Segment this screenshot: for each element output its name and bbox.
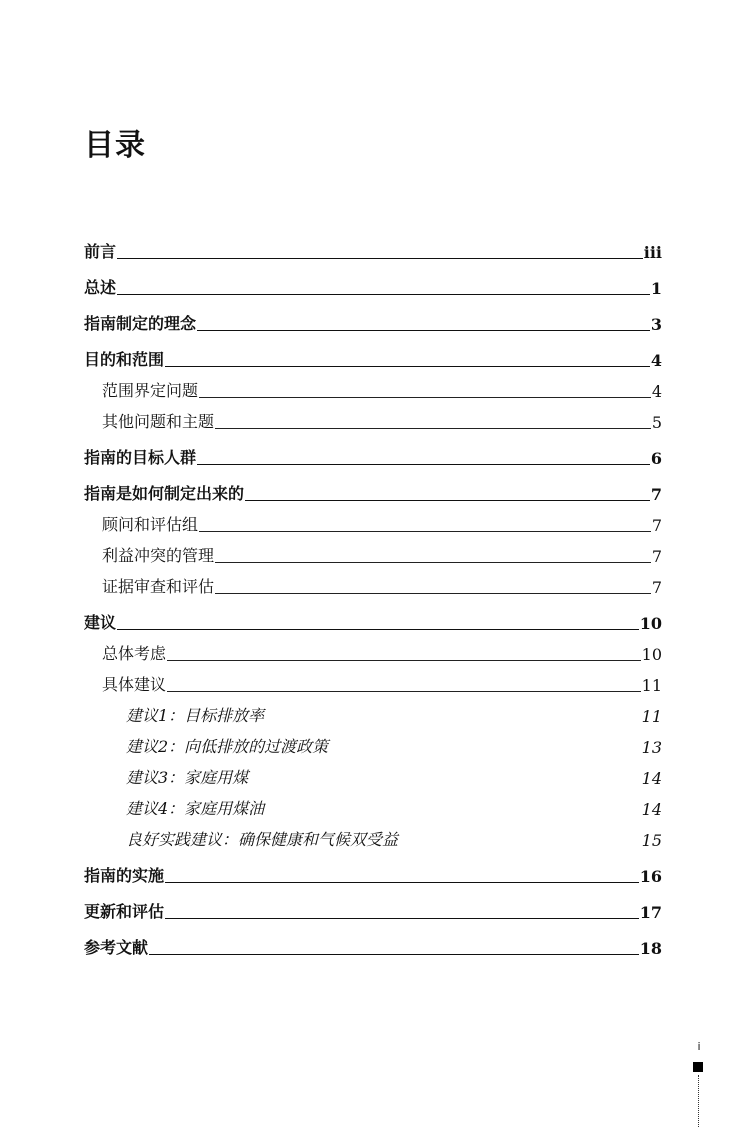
toc-leader-line [167,691,641,692]
toc-leader-line [149,954,639,955]
toc-entry-page-number: iii [643,243,662,262]
toc-entry-label: 指南制定的理念 [84,314,197,333]
toc-entry-label: 目的和范围 [84,350,165,369]
toc-entry-page-number: 4 [650,351,662,370]
footer-dotted-line [698,1075,699,1127]
toc-entry-page-number: 10 [641,645,662,664]
toc-leader-line [165,882,639,883]
toc-entry[interactable] [84,894,662,925]
toc-entry-page-number: 13 [641,738,662,757]
toc-leader-line [199,531,651,532]
toc-entry-page-number: 6 [650,449,662,468]
toc-entry-label: 建议4：家庭用煤油 [126,799,265,818]
footer-square-marker [693,1062,703,1072]
toc-entry-label: 利益冲突的管理 [102,546,215,565]
toc-entry[interactable] [84,569,662,600]
toc-entry[interactable] [84,373,662,404]
toc-leader-line [215,562,651,563]
toc-entry-label: 指南是如何制定出来的 [84,484,245,503]
toc-entry[interactable] [84,930,662,961]
toc-entry-label: 指南的实施 [84,866,165,885]
toc-leader-line [165,366,650,367]
toc-entry[interactable] [84,306,662,337]
toc-entry-label: 证据审查和评估 [102,577,215,596]
toc-entry[interactable] [84,636,662,667]
page-footer [690,1040,706,1127]
toc-entry-label: 指南的目标人群 [84,448,197,467]
toc-entry[interactable] [84,270,662,301]
toc-entry[interactable] [84,404,662,435]
toc-entry-label: 更新和评估 [84,902,165,921]
toc-leader-line [167,660,641,661]
page-title: 目录 [84,128,146,163]
toc-entry-label: 其他问题和主题 [102,412,215,431]
toc-entry[interactable] [84,507,662,538]
toc-leader-line [117,629,639,630]
toc-leader-line [197,330,650,331]
toc-entry-page-number: 17 [639,903,662,922]
toc-entry[interactable] [84,440,662,471]
toc-entry[interactable] [84,791,662,822]
toc-entry[interactable] [84,760,662,791]
toc-entry-page-number: 4 [651,382,662,401]
toc-entry-label: 建议1：目标排放率 [126,706,265,725]
toc-entry-label: 前言 [84,242,117,261]
toc-entry-page-number: 1 [650,279,662,298]
toc-entry-label: 建议3：家庭用煤 [126,768,249,787]
toc-entry-label: 良好实践建议：确保健康和气候双受益 [126,830,399,849]
toc-leader-line [245,500,650,501]
toc-entry-label: 范围界定问题 [102,381,199,400]
toc-entry[interactable] [84,698,662,729]
toc-entry-page-number: 11 [641,676,662,695]
toc-entry-page-number: 14 [641,769,662,788]
toc-entry-page-number: 7 [651,578,662,597]
page-number: i [697,1040,701,1053]
toc-entry-page-number: 10 [639,614,662,633]
toc-entry-page-number: 3 [650,315,662,334]
toc-entry-page-number: 15 [641,831,662,850]
toc-entry-page-number: 16 [639,867,662,886]
table-of-contents [84,234,662,961]
toc-entry[interactable] [84,858,662,889]
toc-entry-page-number: 7 [651,516,662,535]
toc-entry[interactable] [84,667,662,698]
toc-entry[interactable] [84,605,662,636]
toc-leader-line [199,397,651,398]
toc-leader-line [197,464,650,465]
toc-entry[interactable] [84,822,662,853]
toc-leader-line [117,258,643,259]
toc-entry-page-number: 11 [641,707,662,726]
toc-entry[interactable] [84,538,662,569]
toc-entry-page-number: 7 [651,547,662,566]
toc-entry-page-number: 5 [651,413,662,432]
toc-entry[interactable] [84,476,662,507]
toc-entry-label: 建议 [84,613,117,632]
toc-entry-page-number: 18 [639,939,662,958]
toc-leader-line [215,593,651,594]
toc-entry-label: 顾问和评估组 [102,515,199,534]
toc-entry-label: 参考文献 [84,938,149,957]
toc-entry[interactable] [84,729,662,760]
toc-entry-label: 建议2：向低排放的过渡政策 [126,737,329,756]
toc-entry-page-number: 7 [650,485,662,504]
toc-entry-label: 具体建议 [102,675,167,694]
toc-entry[interactable] [84,342,662,373]
toc-leader-line [117,294,650,295]
toc-leader-line [215,428,651,429]
toc-leader-line [165,918,639,919]
toc-entry-label: 总述 [84,278,117,297]
toc-entry-page-number: 14 [641,800,662,819]
toc-entry[interactable] [84,234,662,265]
toc-entry-label: 总体考虑 [102,644,167,663]
